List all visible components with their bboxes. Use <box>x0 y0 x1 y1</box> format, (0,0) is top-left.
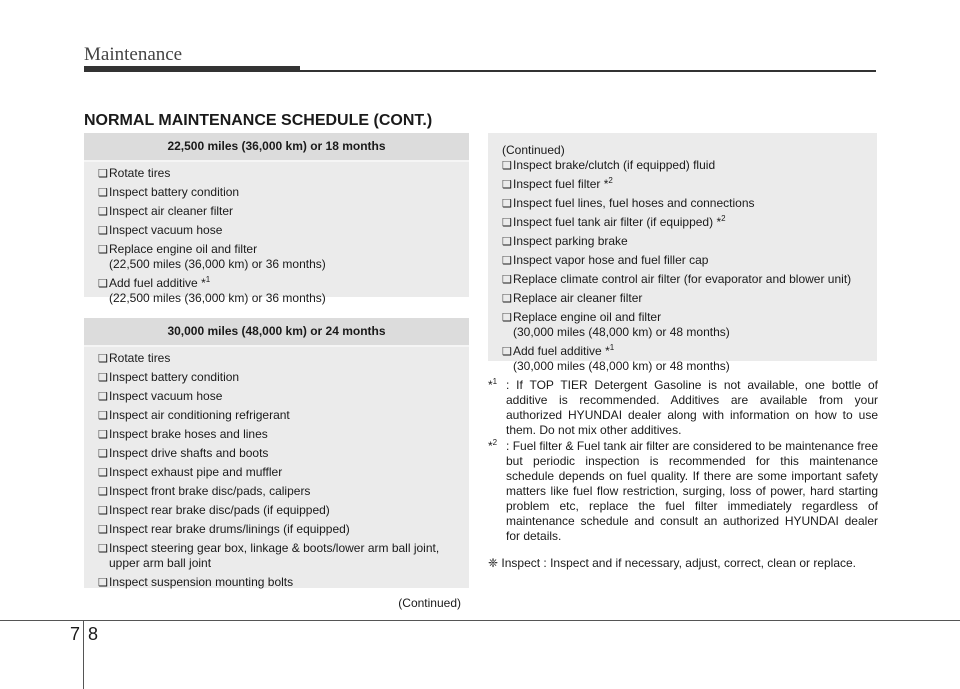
checklist-item <box>98 276 461 306</box>
checkbox-icon: ❑ <box>98 577 108 589</box>
checklist-item-text: Inspect parking brake <box>513 234 628 248</box>
checkbox-icon: ❑ <box>98 486 108 498</box>
checkbox-icon: ❑ <box>502 274 512 286</box>
footer-rule <box>0 620 960 621</box>
checkbox-icon: ❑ <box>502 255 512 267</box>
box-heading: 22,500 miles (36,000 km) or 18 months <box>84 133 469 162</box>
checklist-item <box>502 253 869 268</box>
checklist-item-text: Inspect steering gear box, linkage & boots/lower arm ball joint, <box>109 541 440 555</box>
sparkle-icon: ❈ <box>488 556 499 570</box>
checklist-item-text: Rotate tires <box>109 351 171 365</box>
checkbox-icon: ❑ <box>98 505 108 517</box>
checkbox-icon: ❑ <box>98 448 108 460</box>
checklist-item-text: Inspect vacuum hose <box>109 389 223 403</box>
schedule-box-22500 <box>84 133 469 305</box>
page-number: 8 <box>88 624 99 644</box>
checkbox-icon: ❑ <box>502 312 512 324</box>
checklist-item-text: Replace engine oil and filter <box>513 310 662 324</box>
schedule-box-continued <box>488 133 877 373</box>
box-items <box>84 347 469 616</box>
checkbox-icon: ❑ <box>502 346 512 358</box>
box-heading: 30,000 miles (48,000 km) or 24 months <box>84 318 469 347</box>
checklist-item <box>98 522 461 537</box>
checklist-item <box>98 541 461 571</box>
checkbox-icon: ❑ <box>502 236 512 248</box>
checklist-item-subtext: (22,500 miles (36,000 km) or 36 months) <box>109 291 326 305</box>
checkbox-icon: ❑ <box>98 543 108 555</box>
checkbox-icon: ❑ <box>98 278 108 290</box>
footnote-ref: 2 <box>721 214 726 223</box>
checklist-item-text: Inspect fuel tank air filter (if equipped) * <box>513 215 722 229</box>
checklist-item-text: Inspect rear brake drums/linings (if equipped) <box>109 522 350 536</box>
checklist-item <box>98 223 461 238</box>
checklist-item <box>98 465 461 480</box>
checkbox-icon: ❑ <box>98 168 108 180</box>
checkbox-icon: ❑ <box>98 391 108 403</box>
checklist-item <box>502 310 869 340</box>
checkbox-icon: ❑ <box>98 187 108 199</box>
checklist-item <box>502 177 869 192</box>
checklist-item <box>98 446 461 461</box>
checklist-item-text: Inspect exhaust pipe and muffler <box>109 465 283 479</box>
checkbox-icon: ❑ <box>98 429 108 441</box>
checklist-item-text: Add fuel additive * <box>513 344 610 358</box>
checklist-item-text: Replace climate control air filter (for evaporator and blower unit) <box>513 272 852 286</box>
asterisk-icon: *$^2$ <box>488 438 498 453</box>
checklist-item-text: Inspect battery condition <box>109 370 240 384</box>
checkbox-icon: ❑ <box>502 217 512 229</box>
header-bar <box>84 66 300 72</box>
checkbox-icon: ❑ <box>98 244 108 256</box>
schedule-box-30000 <box>84 318 469 610</box>
checklist-item <box>502 196 869 211</box>
checklist-item-text: Inspect rear brake disc/pads (if equipped) <box>109 503 330 517</box>
checklist-item-text: Inspect brake/clutch (if equipped) fluid <box>513 158 716 172</box>
footnote-2-text: : Fuel filter & Fuel tank air filter are considered to be maintenance free but periodic inspection is recommended for this maintenance schedule depends on fuel quality. If there are some important safety matters like fuel flow restriction, surging, loss of power, hard starting problem etc, replace the fuel filter immediately regardless of maintenance schedule and consult an authorized HYUNDAI dealer for details. <box>506 439 878 543</box>
checklist-item-text: Replace air cleaner filter <box>513 291 643 305</box>
header-title: Maintenance <box>84 44 183 65</box>
footer-divider <box>83 620 84 689</box>
checklist-item-text: Inspect front brake disc/pads, calipers <box>109 484 311 498</box>
footnote-ref: 1 <box>609 343 615 352</box>
asterisk-icon: *$^1$ <box>488 377 498 392</box>
checkbox-icon: ❑ <box>98 225 108 237</box>
footnote-2 <box>488 439 878 544</box>
checklist-item-text: Inspect vacuum hose <box>109 223 223 237</box>
checkbox-icon: ❑ <box>98 206 108 218</box>
checklist-item-text: Replace engine oil and filter <box>109 242 258 256</box>
checklist-item-text: Inspect battery condition <box>109 185 240 199</box>
checklist-item <box>502 234 869 249</box>
checklist-item <box>98 166 461 181</box>
checklist-item-text: Inspect fuel filter * <box>513 177 609 191</box>
box-items <box>488 133 877 384</box>
checklist-item-text: Add fuel additive * <box>109 276 206 290</box>
checkbox-icon: ❑ <box>502 293 512 305</box>
checklist-item-text: Inspect vapor hose and fuel filler cap <box>513 253 709 267</box>
box-items <box>84 162 469 316</box>
footnote-ref: 1 <box>205 275 211 284</box>
inspect-definition <box>488 556 878 571</box>
continued-note: (Continued) <box>398 596 461 610</box>
footnote-ref: 2 <box>608 176 613 185</box>
checklist-item-text: Inspect fuel lines, fuel hoses and connections <box>513 196 755 210</box>
checklist-item <box>98 427 461 442</box>
checklist-item <box>98 351 461 366</box>
checklist-item <box>98 503 461 518</box>
checkbox-icon: ❑ <box>98 524 108 536</box>
checkbox-icon: ❑ <box>98 410 108 422</box>
checklist-item <box>98 408 461 423</box>
checkbox-icon: ❑ <box>502 160 512 172</box>
checkbox-icon: ❑ <box>98 467 108 479</box>
footnotes <box>488 378 878 571</box>
checklist-item <box>98 370 461 385</box>
checklist-item-subtext: (22,500 miles (36,000 km) or 36 months) <box>109 257 326 271</box>
checklist-item-text: Inspect air conditioning refrigerant <box>109 408 290 422</box>
checklist-item <box>98 484 461 499</box>
checklist-item-text: Rotate tires <box>109 166 171 180</box>
checklist-item <box>98 185 461 200</box>
checklist-item <box>98 575 461 590</box>
checklist-item-text: Inspect suspension mounting bolts <box>109 575 294 589</box>
checklist-item <box>98 389 461 404</box>
checklist-item <box>98 242 461 272</box>
checklist-item-text: Inspect drive shafts and boots <box>109 446 269 460</box>
checklist-item-text: Inspect brake hoses and lines <box>109 427 268 441</box>
checkbox-icon: ❑ <box>98 353 108 365</box>
footnote-1 <box>488 378 878 438</box>
header-rule <box>300 70 876 72</box>
checklist-item <box>98 204 461 219</box>
footnote-1-text: : If TOP TIER Detergent Gasoline is not available, one bottle of additive is recommended. Additives are available from your authorized HYUNDAI dealer along with information on how to use them. Do not mix other additives. <box>506 378 878 437</box>
checklist-item <box>502 158 869 173</box>
checklist-item-subtext: (30,000 miles (48,000 km) or 48 months) <box>513 359 730 373</box>
checklist-item <box>502 291 869 306</box>
continued-heading: (Continued) <box>502 143 565 157</box>
chapter-number: 7 <box>70 624 81 644</box>
checklist-item <box>502 272 869 287</box>
checkbox-icon: ❑ <box>502 179 512 191</box>
checklist-item-subtext: (30,000 miles (48,000 km) or 48 months) <box>513 325 730 339</box>
checkbox-icon: ❑ <box>98 372 108 384</box>
checklist-item <box>502 215 869 230</box>
checklist-item-text: Inspect air cleaner filter <box>109 204 234 218</box>
checklist-item-subtext: upper arm ball joint <box>109 556 212 570</box>
inspect-definition-text: Inspect : Inspect and if necessary, adjust, correct, clean or replace. <box>498 556 857 570</box>
checkbox-icon: ❑ <box>502 198 512 210</box>
checklist-item <box>502 344 869 374</box>
section-title: NORMAL MAINTENANCE SCHEDULE (CONT.) <box>84 112 433 129</box>
